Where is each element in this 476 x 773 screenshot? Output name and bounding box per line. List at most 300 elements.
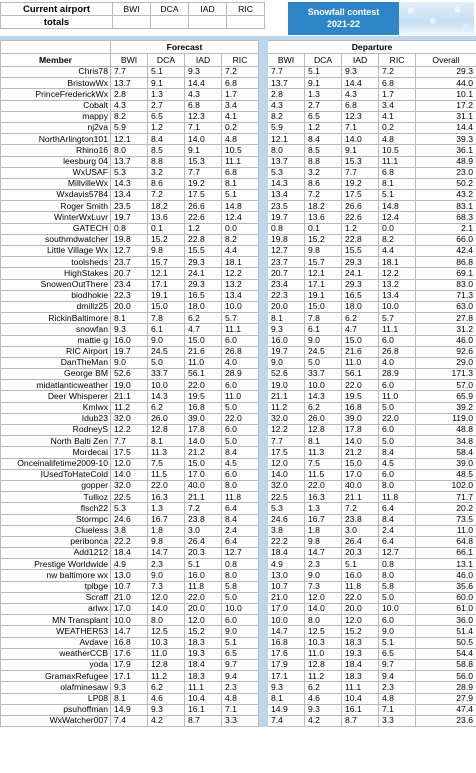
departure-iad-cell[interactable]: 3.0 [342,525,379,536]
forecast-iad-cell[interactable]: 15.0 [185,458,222,469]
forecast-bwi-cell[interactable]: 7.7 [111,67,148,78]
departure-dca-cell[interactable]: 33.7 [305,369,342,380]
overall-score-cell[interactable]: 39.2 [416,402,476,413]
forecast-ric-cell[interactable]: 5.7 [222,313,259,324]
forecast-ric-cell[interactable]: 2.3 [222,682,259,693]
forecast-bwi-cell[interactable]: 21.1 [111,391,148,402]
current-iad-value[interactable] [189,16,227,29]
member-name-cell[interactable]: Idub23 [1,413,111,424]
departure-iad-cell[interactable]: 14.4 [342,78,379,89]
departure-iad-cell[interactable]: 19.5 [342,391,379,402]
member-name-cell[interactable]: Avdave [1,637,111,648]
departure-iad-cell[interactable]: 39.0 [342,413,379,424]
departure-dca-cell[interactable]: 7.2 [305,190,342,201]
departure-dca-cell[interactable]: 12.5 [305,626,342,637]
forecast-dca-cell[interactable]: 12.8 [148,425,185,436]
departure-iad-cell[interactable]: 19.2 [342,178,379,189]
departure-ric-cell[interactable]: 6.0 [379,469,416,480]
departure-ric-cell[interactable]: 11.1 [379,324,416,335]
departure-ric-cell[interactable]: 11.1 [379,156,416,167]
departure-ric-cell[interactable]: 4.1 [379,111,416,122]
departure-bwi-cell[interactable]: 24.6 [268,514,305,525]
forecast-ric-cell[interactable]: 5.8 [222,581,259,592]
forecast-iad-cell[interactable]: 6.8 [185,100,222,111]
departure-ric-cell[interactable]: 0.2 [379,122,416,133]
departure-ric-cell[interactable]: 0.8 [379,559,416,570]
overall-score-cell[interactable]: 73.5 [416,514,476,525]
forecast-bwi-cell[interactable]: 17.0 [111,604,148,615]
member-name-cell[interactable]: GramaxRefugee [1,671,111,682]
overall-score-cell[interactable]: 58.8 [416,659,476,670]
forecast-dca-cell[interactable]: 5.0 [148,357,185,368]
departure-bwi-cell[interactable]: 22.3 [268,290,305,301]
member-name-cell[interactable]: biodhokie [1,290,111,301]
forecast-ric-cell[interactable]: 10.0 [222,301,259,312]
member-name-cell[interactable]: yoda [1,659,111,670]
forecast-iad-cell[interactable]: 15.0 [185,335,222,346]
forecast-ric-cell[interactable]: 9.0 [222,626,259,637]
member-name-cell[interactable]: toolsheds [1,257,111,268]
departure-bwi-cell[interactable]: 13.7 [268,156,305,167]
departure-bwi-cell[interactable]: 23.5 [268,201,305,212]
departure-dca-cell[interactable]: 8.5 [305,145,342,156]
overall-score-cell[interactable]: 2.1 [416,223,476,234]
departure-dca-cell[interactable]: 16.3 [305,492,342,503]
member-name-cell[interactable]: Roger Smith [1,201,111,212]
departure-bwi-cell[interactable]: 20.0 [268,301,305,312]
departure-ric-cell[interactable]: 4.5 [379,458,416,469]
overall-score-cell[interactable]: 58.4 [416,447,476,458]
forecast-dca-cell[interactable]: 6.1 [148,324,185,335]
forecast-dca-cell[interactable]: 14.3 [148,391,185,402]
departure-ric-cell[interactable]: 8.2 [379,234,416,245]
departure-bwi-cell[interactable]: 19.0 [268,380,305,391]
departure-dca-cell[interactable]: 7.8 [305,313,342,324]
overall-score-cell[interactable]: 44.0 [416,78,476,89]
departure-ric-cell[interactable]: 3.3 [379,715,416,726]
forecast-iad-cell[interactable]: 20.0 [185,604,222,615]
forecast-ric-cell[interactable]: 8.1 [222,178,259,189]
departure-ric-cell[interactable]: 11.8 [379,492,416,503]
forecast-ric-cell[interactable]: 12.4 [222,212,259,223]
overall-score-cell[interactable]: 43.2 [416,190,476,201]
member-name-cell[interactable]: DanTheMan [1,357,111,368]
departure-iad-cell[interactable]: 20.0 [342,604,379,615]
departure-dca-cell[interactable]: 12.0 [305,592,342,603]
forecast-bwi-cell[interactable]: 8.0 [111,145,148,156]
forecast-iad-cell[interactable]: 10.4 [185,693,222,704]
departure-iad-cell[interactable]: 11.1 [342,682,379,693]
departure-ric-cell[interactable]: 5.0 [379,592,416,603]
forecast-dca-cell[interactable]: 7.3 [148,581,185,592]
forecast-iad-cell[interactable]: 16.1 [185,704,222,715]
overall-score-cell[interactable]: 57.0 [416,380,476,391]
forecast-dca-cell[interactable]: 5.1 [148,67,185,78]
departure-ric-cell[interactable]: 9.4 [379,671,416,682]
departure-bwi-cell[interactable]: 52.6 [268,369,305,380]
forecast-iad-cell[interactable]: 16.0 [185,570,222,581]
departure-iad-cell[interactable]: 1.2 [342,223,379,234]
departure-dca-cell[interactable]: 1.8 [305,525,342,536]
forecast-ric-cell[interactable]: 4.1 [222,111,259,122]
overall-score-cell[interactable]: 50.5 [416,637,476,648]
forecast-iad-cell[interactable]: 56.1 [185,369,222,380]
forecast-iad-cell[interactable]: 20.3 [185,548,222,559]
forecast-iad-cell[interactable]: 6.2 [185,313,222,324]
departure-iad-cell[interactable]: 7.2 [342,503,379,514]
forecast-bwi-cell[interactable]: 20.7 [111,268,148,279]
departure-ric-cell[interactable]: 8.4 [379,514,416,525]
forecast-iad-cell[interactable]: 12.0 [185,615,222,626]
forecast-ric-cell[interactable]: 6.4 [222,503,259,514]
forecast-dca-cell[interactable]: 9.8 [148,536,185,547]
member-name-cell[interactable]: SnowenOutThere [1,279,111,290]
forecast-dca-cell[interactable]: 26.0 [148,413,185,424]
departure-ric-cell[interactable]: 12.4 [379,212,416,223]
departure-dca-cell[interactable]: 11.5 [305,469,342,480]
overall-score-cell[interactable]: 46.0 [416,335,476,346]
departure-dca-cell[interactable]: 12.8 [305,425,342,436]
member-name-cell[interactable]: Tullioz [1,492,111,503]
forecast-dca-cell[interactable]: 19.1 [148,290,185,301]
departure-iad-cell[interactable]: 26.6 [342,201,379,212]
forecast-dca-cell[interactable]: 1.3 [148,89,185,100]
departure-ric-cell[interactable]: 3.4 [379,100,416,111]
departure-iad-cell[interactable]: 6.8 [342,100,379,111]
departure-bwi-cell[interactable]: 2.8 [268,89,305,100]
member-name-cell[interactable]: Onceinalifetime2009-10 [1,458,111,469]
departure-dca-cell[interactable]: 11.0 [305,648,342,659]
member-name-cell[interactable]: midatlanticweather [1,380,111,391]
forecast-dca-cell[interactable]: 1.3 [148,503,185,514]
departure-iad-cell[interactable]: 18.3 [342,671,379,682]
member-name-cell[interactable]: George BM [1,369,111,380]
member-name-cell[interactable]: Cobalt [1,100,111,111]
forecast-bwi-cell[interactable]: 0.8 [111,223,148,234]
forecast-iad-cell[interactable]: 18.3 [185,637,222,648]
departure-iad-cell[interactable]: 56.1 [342,369,379,380]
departure-ric-cell[interactable]: 6.0 [379,380,416,391]
departure-ric-cell[interactable]: 2.3 [379,682,416,693]
departure-dca-cell[interactable]: 6.1 [305,324,342,335]
departure-dca-cell[interactable]: 18.2 [305,201,342,212]
forecast-iad-cell[interactable]: 9.3 [185,67,222,78]
forecast-ric-cell[interactable]: 12.7 [222,548,259,559]
forecast-bwi-cell[interactable]: 32.0 [111,480,148,491]
forecast-iad-cell[interactable]: 11.1 [185,682,222,693]
overall-score-cell[interactable]: 20.2 [416,503,476,514]
departure-iad-cell[interactable]: 24.1 [342,268,379,279]
overall-score-cell[interactable]: 56.0 [416,671,476,682]
forecast-dca-cell[interactable]: 13.6 [148,212,185,223]
member-name-cell[interactable]: nw baltimore wx [1,570,111,581]
departure-iad-cell[interactable]: 4.3 [342,89,379,100]
forecast-iad-cell[interactable]: 14.0 [185,134,222,145]
forecast-bwi-cell[interactable]: 8.1 [111,313,148,324]
departure-dca-cell[interactable]: 17.1 [305,279,342,290]
departure-ric-cell[interactable]: 4.8 [379,693,416,704]
forecast-iad-cell[interactable]: 22.8 [185,234,222,245]
overall-score-cell[interactable]: 64.8 [416,536,476,547]
forecast-iad-cell[interactable]: 4.3 [185,89,222,100]
departure-iad-cell[interactable]: 16.5 [342,290,379,301]
forecast-ric-cell[interactable]: 6.0 [222,469,259,480]
forecast-dca-cell[interactable]: 7.5 [148,458,185,469]
forecast-dca-cell[interactable]: 14.7 [148,548,185,559]
departure-ric-cell[interactable]: 6.4 [379,536,416,547]
forecast-dca-cell[interactable]: 15.0 [148,301,185,312]
forecast-dca-cell[interactable]: 8.0 [148,615,185,626]
departure-iad-cell[interactable]: 15.0 [342,458,379,469]
departure-bwi-cell[interactable]: 4.3 [268,100,305,111]
overall-score-cell[interactable]: 48.9 [416,156,476,167]
forecast-iad-cell[interactable]: 40.0 [185,480,222,491]
overall-score-cell[interactable]: 102.0 [416,480,476,491]
departure-iad-cell[interactable]: 22.6 [342,212,379,223]
departure-iad-cell[interactable]: 16.1 [342,704,379,715]
forecast-bwi-cell[interactable]: 22.2 [111,536,148,547]
forecast-iad-cell[interactable]: 9.1 [185,145,222,156]
departure-ric-cell[interactable]: 6.4 [379,503,416,514]
overall-score-cell[interactable]: 29.3 [416,67,476,78]
forecast-iad-cell[interactable]: 29.3 [185,279,222,290]
forecast-ric-cell[interactable]: 7.2 [222,67,259,78]
departure-bwi-cell[interactable]: 19.8 [268,234,305,245]
forecast-iad-cell[interactable]: 7.1 [185,122,222,133]
forecast-ric-cell[interactable]: 26.8 [222,346,259,357]
departure-iad-cell[interactable]: 7.7 [342,167,379,178]
departure-iad-cell[interactable]: 22.8 [342,234,379,245]
departure-bwi-cell[interactable]: 7.7 [268,436,305,447]
departure-dca-cell[interactable]: 15.7 [305,257,342,268]
departure-iad-cell[interactable]: 17.8 [342,425,379,436]
departure-iad-cell[interactable]: 15.5 [342,246,379,257]
forecast-iad-cell[interactable]: 26.6 [185,201,222,212]
forecast-bwi-cell[interactable]: 14.0 [111,469,148,480]
forecast-iad-cell[interactable]: 23.8 [185,514,222,525]
member-name-cell[interactable]: Mordecai [1,447,111,458]
forecast-bwi-cell[interactable]: 52.6 [111,369,148,380]
overall-score-cell[interactable]: 23.6 [416,715,476,726]
member-name-cell[interactable]: Little Village Wx [1,246,111,257]
departure-iad-cell[interactable]: 15.3 [342,156,379,167]
forecast-dca-cell[interactable]: 2.7 [148,100,185,111]
forecast-bwi-cell[interactable]: 13.4 [111,190,148,201]
departure-iad-cell[interactable]: 18.3 [342,637,379,648]
forecast-dca-cell[interactable]: 12.1 [148,268,185,279]
overall-score-cell[interactable]: 65.9 [416,391,476,402]
departure-dca-cell[interactable]: 1.3 [305,89,342,100]
departure-iad-cell[interactable]: 29.3 [342,279,379,290]
departure-dca-cell[interactable]: 7.5 [305,458,342,469]
member-name-cell[interactable]: southmdwatcher [1,234,111,245]
forecast-bwi-cell[interactable]: 19.7 [111,212,148,223]
departure-ric-cell[interactable]: 8.0 [379,480,416,491]
forecast-bwi-cell[interactable]: 9.0 [111,357,148,368]
member-name-cell[interactable]: tplbge [1,581,111,592]
departure-ric-cell[interactable]: 1.7 [379,89,416,100]
overall-score-cell[interactable]: 60.0 [416,592,476,603]
departure-bwi-cell[interactable]: 22.5 [268,492,305,503]
departure-bwi-cell[interactable]: 32.0 [268,413,305,424]
member-name-cell[interactable]: Scraff [1,592,111,603]
forecast-dca-cell[interactable]: 8.1 [148,436,185,447]
member-name-cell[interactable]: Clueless [1,525,111,536]
forecast-ric-cell[interactable]: 6.8 [222,78,259,89]
departure-iad-cell[interactable]: 21.2 [342,447,379,458]
forecast-dca-cell[interactable]: 14.0 [148,604,185,615]
forecast-iad-cell[interactable]: 12.3 [185,111,222,122]
forecast-dca-cell[interactable]: 4.6 [148,693,185,704]
forecast-iad-cell[interactable]: 4.7 [185,324,222,335]
departure-ric-cell[interactable]: 13.4 [379,290,416,301]
departure-dca-cell[interactable]: 14.3 [305,391,342,402]
forecast-ric-cell[interactable]: 22.0 [222,413,259,424]
forecast-iad-cell[interactable]: 1.2 [185,223,222,234]
overall-score-cell[interactable]: 23.0 [416,167,476,178]
forecast-iad-cell[interactable]: 22.0 [185,380,222,391]
forecast-ric-cell[interactable]: 12.2 [222,268,259,279]
forecast-ric-cell[interactable]: 8.0 [222,480,259,491]
member-name-cell[interactable]: mattie g [1,335,111,346]
departure-bwi-cell[interactable]: 5.3 [268,167,305,178]
forecast-iad-cell[interactable]: 15.3 [185,156,222,167]
forecast-dca-cell[interactable]: 12.0 [148,592,185,603]
forecast-ric-cell[interactable]: 11.1 [222,156,259,167]
forecast-bwi-cell[interactable]: 8.1 [111,693,148,704]
departure-bwi-cell[interactable]: 17.0 [268,604,305,615]
forecast-dca-cell[interactable]: 11.3 [148,447,185,458]
member-name-cell[interactable]: psuhoffman [1,704,111,715]
forecast-iad-cell[interactable]: 7.2 [185,503,222,514]
departure-bwi-cell[interactable]: 4.9 [268,559,305,570]
departure-ric-cell[interactable]: 26.8 [379,346,416,357]
departure-ric-cell[interactable]: 8.4 [379,447,416,458]
member-name-cell[interactable]: weatherCCB [1,648,111,659]
forecast-ric-cell[interactable]: 5.0 [222,592,259,603]
departure-ric-cell[interactable]: 8.1 [379,178,416,189]
forecast-iad-cell[interactable]: 22.6 [185,212,222,223]
overall-score-cell[interactable]: 36.0 [416,615,476,626]
departure-ric-cell[interactable]: 10.0 [379,604,416,615]
forecast-iad-cell[interactable]: 21.6 [185,346,222,357]
overall-score-cell[interactable]: 68.3 [416,212,476,223]
departure-bwi-cell[interactable]: 19.7 [268,346,305,357]
departure-bwi-cell[interactable]: 10.0 [268,615,305,626]
forecast-iad-cell[interactable]: 29.3 [185,257,222,268]
forecast-bwi-cell[interactable]: 19.0 [111,380,148,391]
departure-iad-cell[interactable]: 8.7 [342,715,379,726]
forecast-dca-cell[interactable]: 12.8 [148,659,185,670]
departure-dca-cell[interactable]: 14.7 [305,548,342,559]
forecast-bwi-cell[interactable]: 17.6 [111,648,148,659]
departure-bwi-cell[interactable]: 17.9 [268,659,305,670]
departure-bwi-cell[interactable]: 14.3 [268,178,305,189]
forecast-dca-cell[interactable]: 7.2 [148,190,185,201]
departure-bwi-cell[interactable]: 8.1 [268,313,305,324]
forecast-ric-cell[interactable]: 11.1 [222,324,259,335]
departure-dca-cell[interactable]: 9.8 [305,536,342,547]
forecast-ric-cell[interactable]: 6.0 [222,335,259,346]
overall-score-cell[interactable]: 39.3 [416,134,476,145]
forecast-bwi-cell[interactable]: 7.4 [111,715,148,726]
departure-ric-cell[interactable]: 5.1 [379,190,416,201]
departure-bwi-cell[interactable]: 14.0 [268,469,305,480]
departure-iad-cell[interactable]: 10.4 [342,693,379,704]
overall-score-cell[interactable]: 66.0 [416,234,476,245]
departure-bwi-cell[interactable]: 13.7 [268,78,305,89]
member-name-cell[interactable]: nj2va [1,122,111,133]
departure-ric-cell[interactable]: 5.0 [379,402,416,413]
member-name-cell[interactable]: Kmlwx [1,402,111,413]
forecast-dca-cell[interactable]: 7.8 [148,313,185,324]
overall-score-cell[interactable]: 13.1 [416,559,476,570]
departure-bwi-cell[interactable]: 5.3 [268,503,305,514]
forecast-ric-cell[interactable]: 4.8 [222,693,259,704]
forecast-iad-cell[interactable]: 11.8 [185,581,222,592]
member-name-cell[interactable]: snowfan [1,324,111,335]
forecast-dca-cell[interactable]: 24.5 [148,346,185,357]
forecast-bwi-cell[interactable]: 8.2 [111,111,148,122]
departure-ric-cell[interactable]: 6.0 [379,615,416,626]
forecast-dca-cell[interactable]: 0.1 [148,223,185,234]
overall-score-cell[interactable]: 34.8 [416,436,476,447]
departure-ric-cell[interactable]: 6.0 [379,425,416,436]
forecast-bwi-cell[interactable]: 11.2 [111,402,148,413]
forecast-bwi-cell[interactable]: 10.7 [111,581,148,592]
forecast-ric-cell[interactable]: 13.4 [222,290,259,301]
member-name-cell[interactable]: PrinceFrederickWx [1,89,111,100]
departure-ric-cell[interactable]: 9.7 [379,659,416,670]
member-name-cell[interactable]: Deer Whisperer [1,391,111,402]
forecast-ric-cell[interactable]: 5.1 [222,190,259,201]
departure-ric-cell[interactable]: 14.8 [379,201,416,212]
forecast-ric-cell[interactable]: 6.5 [222,648,259,659]
departure-iad-cell[interactable]: 4.7 [342,324,379,335]
departure-dca-cell[interactable]: 4.6 [305,693,342,704]
departure-dca-cell[interactable]: 6.2 [305,682,342,693]
forecast-bwi-cell[interactable]: 12.2 [111,425,148,436]
forecast-bwi-cell[interactable]: 13.0 [111,570,148,581]
forecast-ric-cell[interactable]: 11.0 [222,391,259,402]
member-name-cell[interactable]: arlwx [1,604,111,615]
overall-score-cell[interactable]: 83.1 [416,201,476,212]
overall-score-cell[interactable]: 83.0 [416,279,476,290]
forecast-ric-cell[interactable]: 14.8 [222,201,259,212]
member-name-cell[interactable]: BristowWx [1,78,111,89]
forecast-bwi-cell[interactable]: 13.7 [111,78,148,89]
departure-iad-cell[interactable]: 17.0 [342,469,379,480]
departure-bwi-cell[interactable]: 3.8 [268,525,305,536]
departure-iad-cell[interactable]: 16.8 [342,402,379,413]
forecast-dca-cell[interactable]: 11.2 [148,671,185,682]
overall-score-cell[interactable]: 31.2 [416,324,476,335]
departure-dca-cell[interactable]: 9.8 [305,246,342,257]
departure-iad-cell[interactable]: 21.1 [342,492,379,503]
departure-dca-cell[interactable]: 22.0 [305,480,342,491]
member-name-cell[interactable]: MillvilleWx [1,178,111,189]
forecast-dca-cell[interactable]: 6.5 [148,111,185,122]
departure-bwi-cell[interactable]: 0.8 [268,223,305,234]
departure-iad-cell[interactable]: 15.2 [342,626,379,637]
forecast-iad-cell[interactable]: 7.7 [185,167,222,178]
forecast-bwi-cell[interactable]: 19.8 [111,234,148,245]
member-name-cell[interactable]: NorthArlington101 [1,134,111,145]
forecast-bwi-cell[interactable]: 5.3 [111,503,148,514]
forecast-dca-cell[interactable]: 15.2 [148,234,185,245]
departure-dca-cell[interactable]: 14.0 [305,604,342,615]
forecast-iad-cell[interactable]: 15.5 [185,246,222,257]
